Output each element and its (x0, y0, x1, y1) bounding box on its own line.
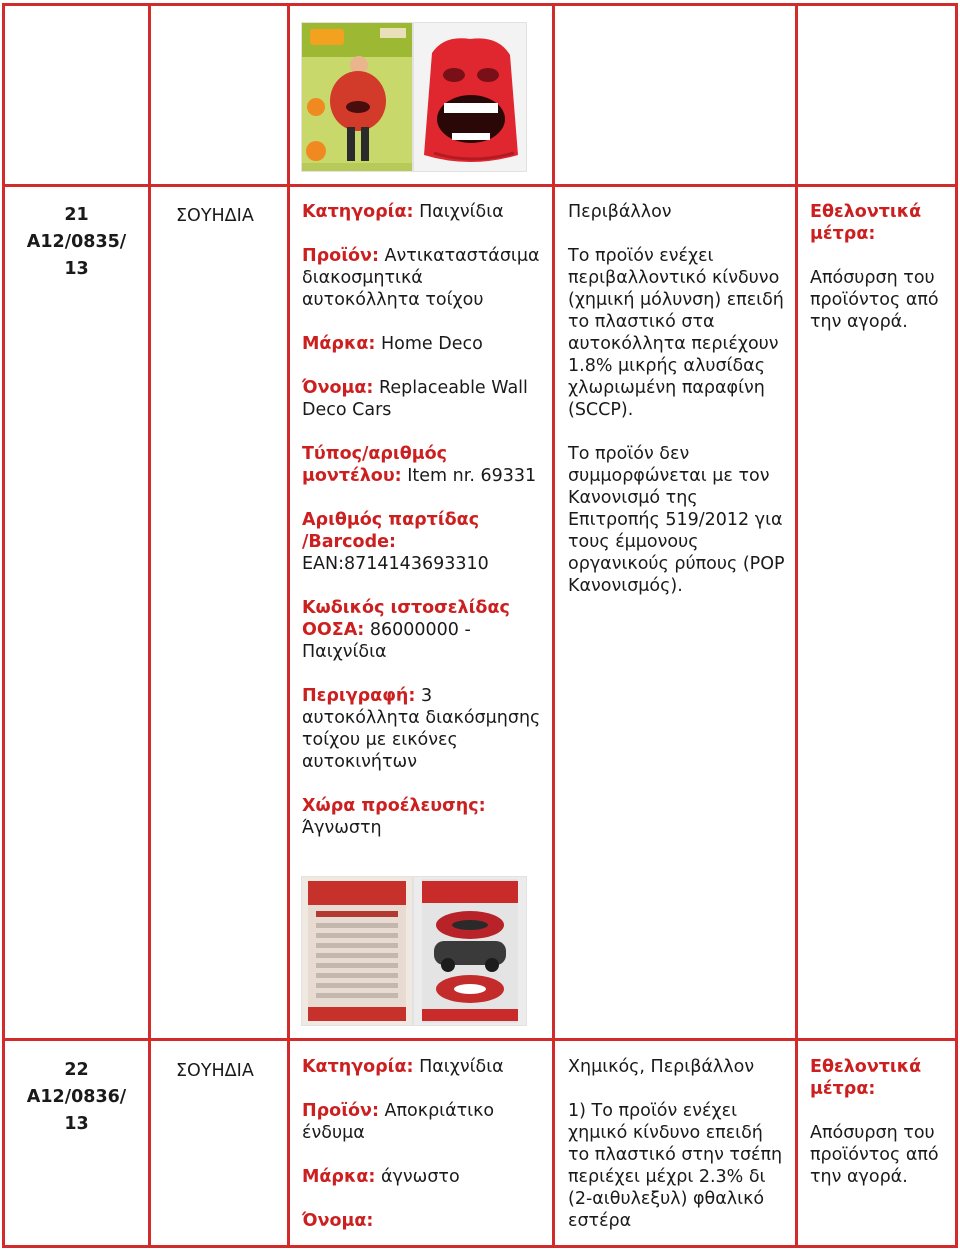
name-value: Replaceable Wall Deco Cars (302, 378, 528, 420)
brand-value: Home Deco (381, 334, 483, 354)
row-21-measures-cell (810, 201, 950, 355)
description-value: 3 αυτοκόλλητα διακόσμησης τοίχου με εικόνες αυτοκινήτων (302, 686, 541, 772)
column-divider (287, 3, 290, 1248)
name-label: Όνομα: (302, 1211, 374, 1231)
description-label: Περιγραφή: (302, 686, 416, 706)
wall-sticker-photo (413, 876, 527, 1026)
row-22-product-details (302, 1056, 542, 1254)
risk-type: Χημικός, Περιβάλλον (568, 1057, 755, 1077)
row-21-risk-cell (568, 201, 788, 619)
column-divider (552, 3, 555, 1248)
column-divider (955, 3, 958, 1248)
row-21-country-cell (176, 205, 284, 227)
country: ΣΟΥΗΔΙΑ (176, 1061, 254, 1081)
entry-number: 21 (64, 205, 89, 225)
oecd-code-value: 86000000 - Παιχνίδια (302, 620, 471, 662)
measures-value: Απόσυρση του προϊόντος από την αγορά. (810, 1123, 939, 1187)
measures-label: Εθελοντικά μέτρα: (810, 1057, 922, 1099)
category-label: Κατηγορία: (302, 202, 414, 222)
brand-label: Μάρκα: (302, 1167, 376, 1187)
row-22-risk-cell (568, 1056, 788, 1254)
reference-code: A12/0836/ (26, 1087, 127, 1107)
costume-package-photo (301, 22, 413, 172)
risk-description: Το προϊόν ενέχει περιβαλλοντικό κίνδυνο (χημική μόλυνση) επειδή το πλαστικό στα αυτοκόλλητα περιέχουν 1.8% μικρής αλυσίδας χλωριωμένη παραφίνη (SCCP). (568, 246, 784, 420)
model-value: Item nr. 69331 (407, 466, 537, 486)
column-divider (795, 3, 798, 1248)
model-label: Τύπος/αριθμός μοντέλου: (302, 444, 448, 486)
row-divider (2, 184, 958, 187)
measures-value: Απόσυρση του προϊόντος από την αγορά. (810, 268, 939, 332)
oecd-code-label: Κωδικός ιστοσελίδας ΟΟΣΑ: (302, 598, 510, 640)
name-label: Όνομα: (302, 378, 374, 398)
wall-sticker-package-photo (301, 876, 413, 1026)
column-divider (148, 3, 151, 1248)
origin-label: Χώρα προέλευσης: (302, 796, 486, 816)
reference-code: A12/0835/ (26, 232, 127, 252)
category-value: Παιχνίδια (419, 202, 504, 222)
origin-value: Άγνωστη (302, 818, 382, 838)
risk-description: 1) Το προϊόν ενέχει χημικό κίνδυνο επειδή το πλαστικό στην τσέπη περιέχει μέχρι 2.3% δι (2-αιθυλεξυλ) φθαλικό εστέρα (568, 1101, 783, 1231)
reference-year: 13 (64, 1114, 89, 1134)
row-22-country-cell (176, 1060, 284, 1082)
brand-value: άγνωστο (381, 1167, 460, 1187)
batch-value: EAN:8714143693310 (302, 554, 489, 574)
row-21-id (5, 204, 148, 280)
risk-type: Περιβάλλον (568, 202, 672, 222)
brand-label: Μάρκα: (302, 334, 376, 354)
row-21-product-details (302, 201, 542, 861)
product-value: Αποκριάτικο ένδυμα (302, 1101, 495, 1143)
costume-photo (413, 22, 527, 172)
row-22-id (5, 1059, 148, 1135)
table-border-top (2, 3, 958, 6)
measures-label: Εθελοντικά μέτρα: (810, 202, 922, 244)
category-label: Κατηγορία: (302, 1057, 414, 1077)
batch-label: Αριθμός παρτίδας /Barcode: (302, 510, 480, 552)
product-label: Προϊόν: (302, 246, 379, 266)
product-value: Αντικαταστάσιμα διακοσμητικά αυτοκόλλητα τοίχου (302, 246, 540, 310)
product-label: Προϊόν: (302, 1101, 379, 1121)
entry-number: 22 (64, 1060, 89, 1080)
country: ΣΟΥΗΔΙΑ (176, 206, 254, 226)
reference-year: 13 (64, 259, 89, 279)
row-divider (2, 1038, 958, 1041)
category-value: Παιχνίδια (419, 1057, 504, 1077)
regulation-note: Το προϊόν δεν συμμορφώνεται με τον Κανονισμό της Επιτροπής 519/2012 για τους έμμονους οργανικούς ρύπους (POP Κανονισμός). (568, 444, 785, 596)
row-22-measures-cell (810, 1056, 950, 1210)
